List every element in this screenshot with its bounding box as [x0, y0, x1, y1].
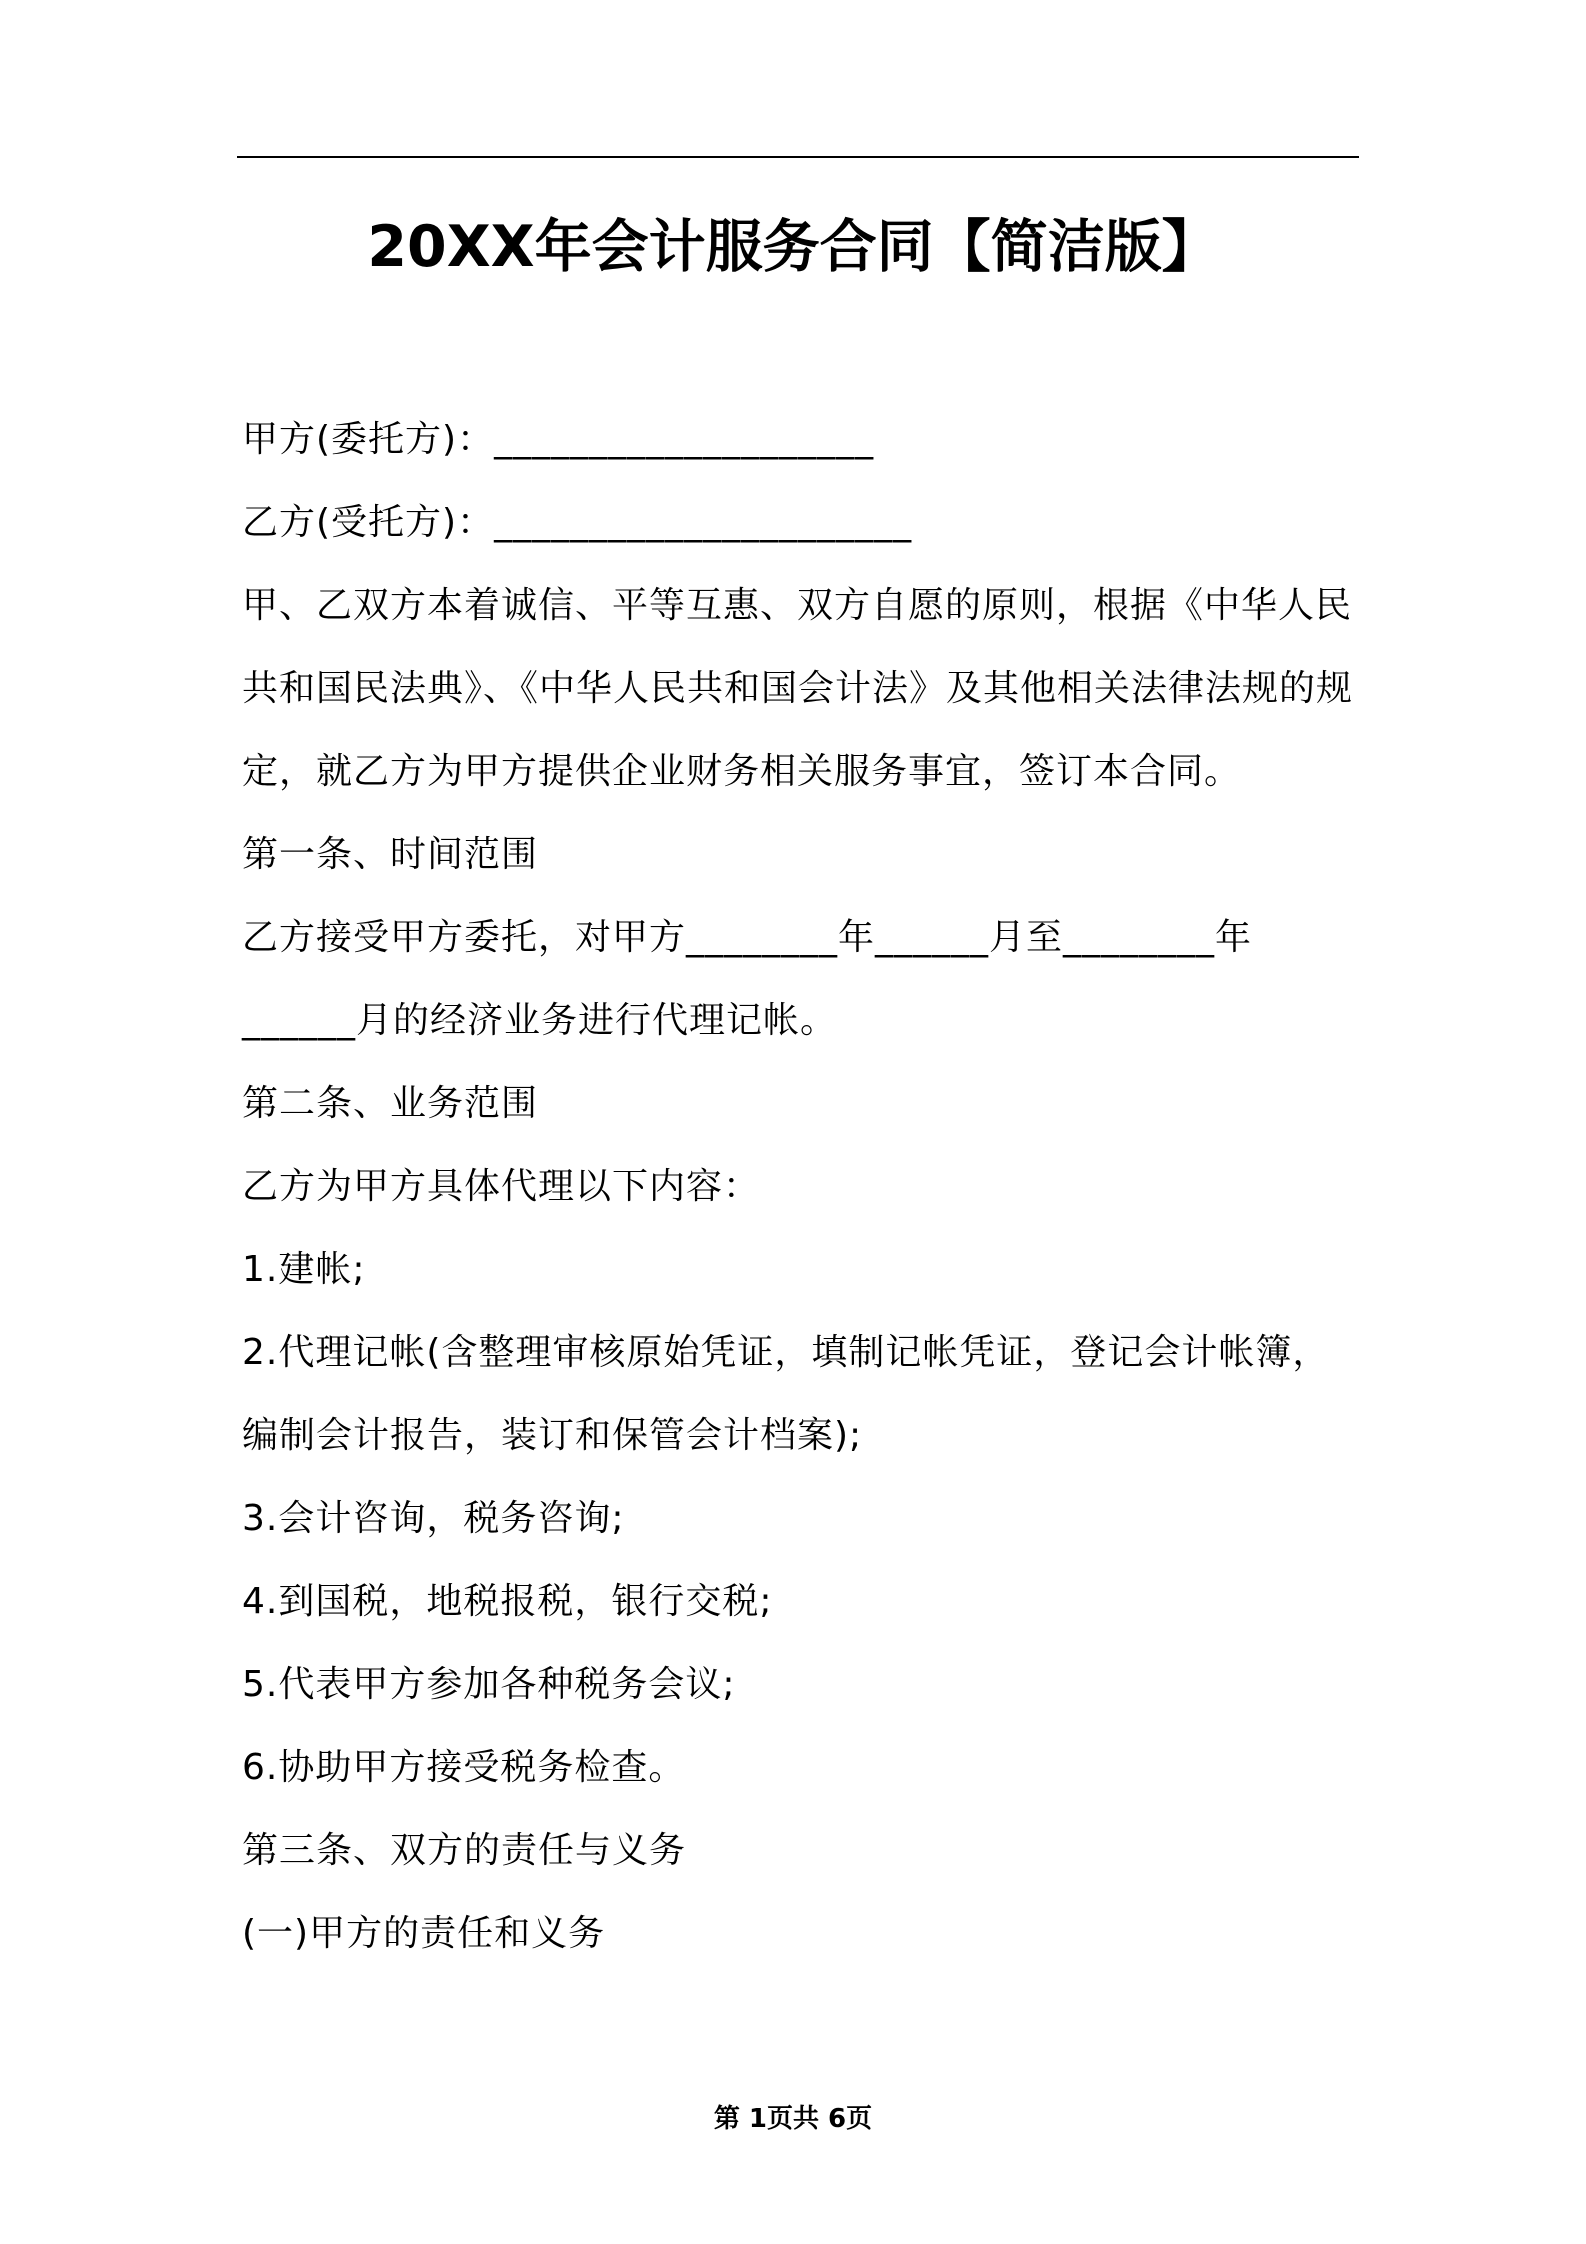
list-item-2-line-2: 编制会计报告，装订和保管会计档案); — [242, 1415, 863, 1456]
preamble-line-1: 甲、乙双方本着诚信、平等互惠、双方自愿的原则，根据《中华人民 — [242, 585, 1353, 626]
article-2-heading: 第二条、业务范围 — [242, 1083, 539, 1124]
preamble-line-2: 共和国民法典》、《中华人民共和国会计法》及其他相关法律法规的规 — [242, 668, 1354, 709]
article-1-text-1: 乙方接受甲方委托，对甲方________年______月至________年 — [242, 917, 1253, 958]
list-item-3: 3.会计咨询，税务咨询; — [242, 1498, 625, 1539]
article-3-heading: 第三条、双方的责任与义务 — [242, 1830, 687, 1871]
party-b-line: 乙方(受托方)：______________________ — [242, 502, 913, 543]
article-1-text-2: ______月的经济业务进行代理记帐。 — [242, 1000, 838, 1041]
list-item-2-line-1: 2.代理记帐(含整理审核原始凭证，填制记帐凭证，登记会计帐簿， — [242, 1332, 1330, 1373]
preamble-line-3: 定，就乙方为甲方提供企业财务相关服务事宜，签订本合同。 — [242, 751, 1242, 792]
article-1-heading: 第一条、时间范围 — [242, 834, 539, 875]
article-3-subheading: (一)甲方的责任和义务 — [242, 1913, 606, 1954]
party-a-line: 甲方(委托方)：____________________ — [242, 419, 875, 460]
list-item-1: 1.建帐; — [242, 1249, 366, 1290]
list-item-6: 6.协助甲方接受税务检查。 — [242, 1747, 686, 1788]
list-item-4: 4.到国税，地税报税，银行交税; — [242, 1581, 773, 1622]
list-item-5: 5.代表甲方参加各种税务会议; — [242, 1664, 736, 1705]
header-rule — [237, 156, 1359, 158]
page-number: 第 1页共 6页 — [713, 2104, 873, 2134]
document-title: 20XX年会计服务合同【简洁版】 — [367, 214, 1219, 280]
article-2-intro: 乙方为甲方具体代理以下内容： — [242, 1166, 761, 1207]
